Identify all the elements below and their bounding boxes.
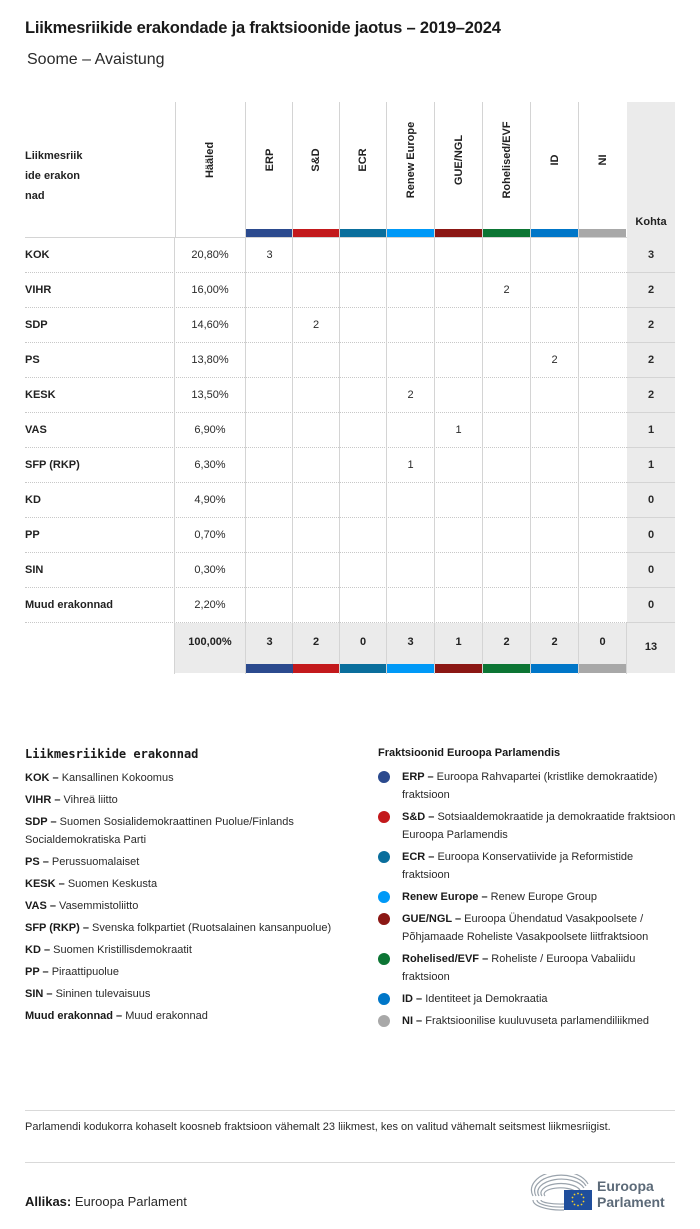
table-row xyxy=(25,518,675,553)
row-total-seats: 0 xyxy=(627,518,675,553)
seat-count xyxy=(387,588,434,623)
party-column-header: Liikmesriikide erakonnad xyxy=(25,150,83,202)
table-header xyxy=(25,102,675,238)
party-name: KOK xyxy=(25,249,50,261)
party-code: Muud erakonnad – xyxy=(25,1010,123,1022)
group-color-bar xyxy=(340,229,386,237)
seat-count xyxy=(483,588,530,623)
group-column-header xyxy=(293,102,339,238)
seat-count xyxy=(246,273,293,308)
group-code: ID – xyxy=(402,993,423,1005)
hemicycle-icon xyxy=(530,1174,594,1214)
logo-line-2: Parlament xyxy=(597,1194,665,1210)
party-legend-title: Liikmesriikide erakonnad xyxy=(25,747,199,761)
party-full-name: Suomen Kristillisdemokraatit xyxy=(53,944,192,956)
seat-count: 2 xyxy=(551,354,558,366)
logo-text xyxy=(597,1178,665,1210)
seat-count xyxy=(531,308,578,343)
party-code: KD – xyxy=(25,944,51,956)
table-row xyxy=(25,448,675,483)
seat-count xyxy=(483,518,530,553)
group-full-name: Euroopa Konservatiivide ja Reformistide fraktsioon xyxy=(402,851,634,881)
seat-count xyxy=(483,483,530,518)
party-full-name: Muud erakonnad xyxy=(125,1010,208,1022)
group-header-label: ECR xyxy=(357,148,369,172)
seat-count xyxy=(246,588,293,623)
seat-count xyxy=(340,308,386,343)
seat-count xyxy=(531,518,578,553)
group-total-seats: 3 xyxy=(407,636,414,648)
seat-count xyxy=(387,553,434,588)
seat-count xyxy=(531,553,578,588)
seat-count xyxy=(483,378,530,413)
group-header-label: Renew Europe xyxy=(404,121,417,199)
group-color-bar xyxy=(579,664,626,673)
party-name: SDP xyxy=(25,319,48,331)
seat-count xyxy=(531,448,578,483)
seat-count xyxy=(293,588,339,623)
vote-share: 13,80% xyxy=(191,354,229,366)
group-total-seats: 1 xyxy=(455,636,462,648)
party-code: SIN – xyxy=(25,988,53,1000)
seat-count xyxy=(387,308,434,343)
seat-count xyxy=(293,518,339,553)
seat-count xyxy=(387,413,434,448)
party-legend-item xyxy=(25,941,355,959)
group-color-bar xyxy=(483,664,530,673)
vote-share: 0,70% xyxy=(194,529,226,541)
vote-share: 0,30% xyxy=(194,564,226,576)
seat-count xyxy=(435,273,482,308)
seat-count xyxy=(293,343,339,378)
table-row xyxy=(25,378,675,413)
seat-count: 2 xyxy=(503,284,510,296)
row-total-seats: 1 xyxy=(627,448,675,483)
seat-count xyxy=(531,273,578,308)
group-full-name: Fraktsioonilise kuuluvuseta parlamendiliikmed xyxy=(425,1015,650,1027)
row-total-seats: 2 xyxy=(627,343,675,378)
group-code: GUE/NGL – xyxy=(402,913,462,925)
row-total-seats: 0 xyxy=(627,553,675,588)
group-color-bar xyxy=(531,664,578,673)
row-total-seats: 1 xyxy=(627,413,675,448)
group-legend-item xyxy=(378,848,678,884)
group-color-bar xyxy=(435,664,482,673)
vote-share: 4,90% xyxy=(194,494,226,506)
vote-share: 13,50% xyxy=(191,389,229,401)
total-votes: 100,00% xyxy=(188,636,232,648)
party-full-name: Suomen Keskusta xyxy=(67,878,158,890)
party-legend-item xyxy=(25,1007,355,1025)
seat-count xyxy=(531,483,578,518)
group-legend-item xyxy=(378,1012,678,1030)
seat-count xyxy=(435,553,482,588)
seat-count xyxy=(531,378,578,413)
group-color-bar xyxy=(483,229,530,237)
table-row xyxy=(25,588,675,623)
seat-count xyxy=(340,343,386,378)
group-legend-item xyxy=(378,990,678,1008)
table-row xyxy=(25,308,675,343)
group-color-bar xyxy=(531,229,578,237)
group-color-dot-icon xyxy=(378,993,390,1005)
party-name: PS xyxy=(25,354,40,366)
seat-count xyxy=(435,238,482,273)
party-full-name: Suomen Sosialidemokraattinen Puolue/Finlands Socialdemokratiska Parti xyxy=(25,816,294,846)
party-legend-item xyxy=(25,919,355,937)
party-code: VIHR – xyxy=(25,794,61,806)
group-total-seats: 2 xyxy=(503,636,510,648)
seat-count xyxy=(579,483,626,518)
seat-count xyxy=(387,483,434,518)
table-row xyxy=(25,273,675,308)
seat-count xyxy=(246,518,293,553)
seat-count xyxy=(579,273,626,308)
seat-count xyxy=(579,413,626,448)
group-total-seats: 2 xyxy=(551,636,558,648)
seat-count xyxy=(293,238,339,273)
party-name: VIHR xyxy=(25,284,52,296)
seat-count xyxy=(246,343,293,378)
seat-count xyxy=(340,273,386,308)
seat-count xyxy=(579,238,626,273)
seat-count xyxy=(340,448,386,483)
vote-share: 16,00% xyxy=(191,284,229,296)
page-title: Liikmesriikide erakondade ja fraktsioonide jaotus – 2019–2024 xyxy=(25,19,501,37)
seat-count xyxy=(579,448,626,483)
seat-count xyxy=(293,413,339,448)
seat-count xyxy=(435,343,482,378)
page-subtitle: Soome – Avaistung xyxy=(27,51,165,68)
seat-count xyxy=(435,448,482,483)
table-row xyxy=(25,413,675,448)
group-legend-title: Fraktsioonid Euroopa Parlamendis xyxy=(378,747,561,759)
seat-count xyxy=(387,238,434,273)
divider xyxy=(25,1110,675,1111)
group-column-header xyxy=(579,102,626,238)
group-color-dot-icon xyxy=(378,1015,390,1027)
group-color-bar xyxy=(246,664,293,673)
party-name: VAS xyxy=(25,424,47,436)
group-column-header xyxy=(387,102,434,238)
group-header-label: GUE/NGL xyxy=(452,134,465,186)
group-color-bar xyxy=(435,229,482,237)
group-header-label: S&D xyxy=(310,148,322,172)
party-code: SFP (RKP) – xyxy=(25,922,89,934)
european-parliament-logo xyxy=(530,1174,680,1214)
seat-count: 2 xyxy=(407,389,414,401)
group-header-label: ERP xyxy=(263,148,276,172)
votes-header-label: Hääled xyxy=(204,141,216,179)
group-code: Renew Europe – xyxy=(402,891,488,903)
seat-count: 1 xyxy=(407,459,414,471)
seat-count xyxy=(531,413,578,448)
party-legend-item xyxy=(25,985,355,1003)
row-total-seats: 2 xyxy=(627,308,675,343)
seat-count xyxy=(435,518,482,553)
group-color-bar xyxy=(293,664,339,673)
seat-distribution-table xyxy=(25,102,675,673)
seat-count xyxy=(483,448,530,483)
divider xyxy=(25,1162,675,1163)
seat-count: 1 xyxy=(455,424,462,436)
seat-count xyxy=(579,518,626,553)
group-header-label: Rohelised/EVF xyxy=(500,121,513,199)
total-seats: 13 xyxy=(644,641,658,653)
party-legend-item xyxy=(25,875,355,893)
seat-count xyxy=(483,238,530,273)
group-total-seats: 2 xyxy=(312,636,320,648)
seat-count xyxy=(483,343,530,378)
seat-count xyxy=(293,273,339,308)
source-value: Euroopa Parlament xyxy=(74,1194,187,1209)
party-name: KESK xyxy=(25,389,56,401)
group-color-bar xyxy=(293,229,339,237)
seat-count xyxy=(340,238,386,273)
seat-count xyxy=(293,448,339,483)
party-name: PP xyxy=(25,529,40,541)
seat-count: 3 xyxy=(266,249,273,261)
party-legend-item xyxy=(25,853,355,871)
vote-share: 2,20% xyxy=(194,599,226,611)
party-legend-item xyxy=(25,897,355,915)
source-label: Allikas: xyxy=(25,1194,72,1209)
group-full-name: Renew Europe Group xyxy=(490,891,598,903)
party-full-name: Piraattipuolue xyxy=(51,966,119,978)
seat-count xyxy=(293,483,339,518)
table-row xyxy=(25,483,675,518)
group-full-name: Roheliste / Euroopa Vabaliidu fraktsioon xyxy=(402,953,636,983)
group-column-header xyxy=(531,102,578,238)
votes-column-header xyxy=(175,102,245,238)
seat-count xyxy=(483,413,530,448)
group-legend xyxy=(378,747,678,1034)
party-full-name: Svenska folkpartiet (Ruotsalainen kansanpuolue) xyxy=(92,922,332,934)
seats-header-label: Kohta xyxy=(635,216,667,228)
seat-count xyxy=(340,518,386,553)
seat-count xyxy=(531,588,578,623)
seat-count xyxy=(340,483,386,518)
seat-count xyxy=(246,483,293,518)
group-color-dot-icon xyxy=(378,891,390,903)
group-legend-item xyxy=(378,910,678,946)
group-legend-item xyxy=(378,888,678,906)
party-code: SDP – xyxy=(25,816,57,828)
seat-count xyxy=(246,308,293,343)
seat-count xyxy=(246,413,293,448)
group-code: Rohelised/EVF – xyxy=(402,953,489,965)
group-header-label: ID xyxy=(548,154,561,166)
party-legend-item xyxy=(25,791,355,809)
seat-count xyxy=(435,308,482,343)
seat-count xyxy=(340,378,386,413)
logo-line-1: Euroopa xyxy=(597,1178,654,1194)
footnote: Parlamendi kodukorra kohaselt koosneb fraktsioon vähemalt 23 liikmest, kes on valitud vähemalt seitsmest liikmesriigist. xyxy=(25,1121,611,1133)
row-total-seats: 2 xyxy=(627,378,675,413)
seat-count xyxy=(435,588,482,623)
table-row xyxy=(25,553,675,588)
party-code: PP – xyxy=(25,966,49,978)
row-total-seats: 3 xyxy=(627,238,675,273)
vote-share: 20,80% xyxy=(191,249,229,261)
seat-count xyxy=(579,343,626,378)
seat-count xyxy=(579,308,626,343)
seat-count xyxy=(246,553,293,588)
seat-count xyxy=(340,588,386,623)
group-header-label: NI xyxy=(596,154,609,166)
source-line xyxy=(25,1194,187,1209)
group-color-bar xyxy=(579,229,626,237)
group-column-header xyxy=(340,102,386,238)
vote-share: 14,60% xyxy=(191,319,229,331)
group-full-name: Sotsiaaldemokraatide ja demokraatide fraktsioon Euroopa Parlamendis xyxy=(402,811,676,841)
seats-column-header xyxy=(627,102,675,238)
party-full-name: Sininen tulevaisuus xyxy=(55,988,151,1000)
table-row xyxy=(25,343,675,378)
group-legend-item xyxy=(378,808,678,844)
row-total-seats: 0 xyxy=(627,483,675,518)
party-full-name: Perussuomalaiset xyxy=(51,856,140,868)
vote-share: 6,30% xyxy=(194,459,226,471)
group-total-seats: 3 xyxy=(266,636,273,648)
group-column-header xyxy=(483,102,530,238)
party-name: Muud erakonnad xyxy=(25,599,114,611)
party-code: KOK – xyxy=(25,772,59,784)
party-name: SIN xyxy=(25,564,44,576)
party-legend-item xyxy=(25,963,355,981)
group-full-name: Euroopa Rahvapartei (kristlike demokraatide) fraktsioon xyxy=(402,771,658,801)
party-code: PS – xyxy=(25,856,49,868)
group-color-bar xyxy=(387,664,434,673)
seat-count xyxy=(435,378,482,413)
group-total-seats: 0 xyxy=(599,636,606,648)
group-code: S&D – xyxy=(402,811,435,823)
party-name: KD xyxy=(25,494,41,506)
seat-count xyxy=(293,553,339,588)
group-color-bar xyxy=(246,229,293,237)
seat-count xyxy=(531,238,578,273)
vote-share: 6,90% xyxy=(194,424,226,436)
seat-count xyxy=(483,308,530,343)
group-color-dot-icon xyxy=(378,913,390,925)
group-color-dot-icon xyxy=(378,851,390,863)
seat-count xyxy=(340,553,386,588)
party-full-name: Vasemmistoliitto xyxy=(59,900,139,912)
group-code: ECR – xyxy=(402,851,435,863)
party-code: KESK – xyxy=(25,878,65,890)
seat-count xyxy=(387,273,434,308)
row-total-seats: 0 xyxy=(627,588,675,623)
group-color-bar xyxy=(387,229,434,237)
seat-count xyxy=(340,413,386,448)
party-name: SFP (RKP) xyxy=(25,459,80,471)
group-full-name: Identiteet ja Demokraatia xyxy=(425,993,548,1005)
table-row xyxy=(25,238,675,273)
seat-count xyxy=(387,343,434,378)
party-full-name: Vihreä liitto xyxy=(63,794,118,806)
party-legend-item xyxy=(25,769,355,787)
seat-count xyxy=(483,553,530,588)
seat-count xyxy=(293,378,339,413)
party-full-name: Kansallinen Kokoomus xyxy=(61,772,174,784)
group-color-dot-icon xyxy=(378,811,390,823)
seat-count xyxy=(579,588,626,623)
group-total-seats: 0 xyxy=(359,636,367,648)
group-code: ERP – xyxy=(402,771,434,783)
row-total-seats: 2 xyxy=(627,273,675,308)
seat-count xyxy=(246,378,293,413)
seat-count xyxy=(579,378,626,413)
group-code: NI – xyxy=(402,1015,423,1027)
group-full-name: Euroopa Ühendatud Vasakpoolsete / Põhjamaade Roheliste Vasakpoolsete liitfraktsioon xyxy=(402,913,649,943)
group-legend-item xyxy=(378,768,678,804)
totals-row xyxy=(25,623,675,673)
party-code: VAS – xyxy=(25,900,56,912)
group-column-header xyxy=(246,102,293,238)
group-color-bar xyxy=(340,664,386,673)
group-color-dot-icon xyxy=(378,771,390,783)
seat-count xyxy=(246,448,293,483)
group-legend-item xyxy=(378,950,678,986)
seat-count: 2 xyxy=(312,319,320,331)
group-color-dot-icon xyxy=(378,953,390,965)
party-legend xyxy=(25,747,355,1029)
party-legend-item xyxy=(25,813,355,849)
group-column-header xyxy=(435,102,482,238)
seat-count xyxy=(387,518,434,553)
seat-count xyxy=(435,483,482,518)
seat-count xyxy=(579,553,626,588)
